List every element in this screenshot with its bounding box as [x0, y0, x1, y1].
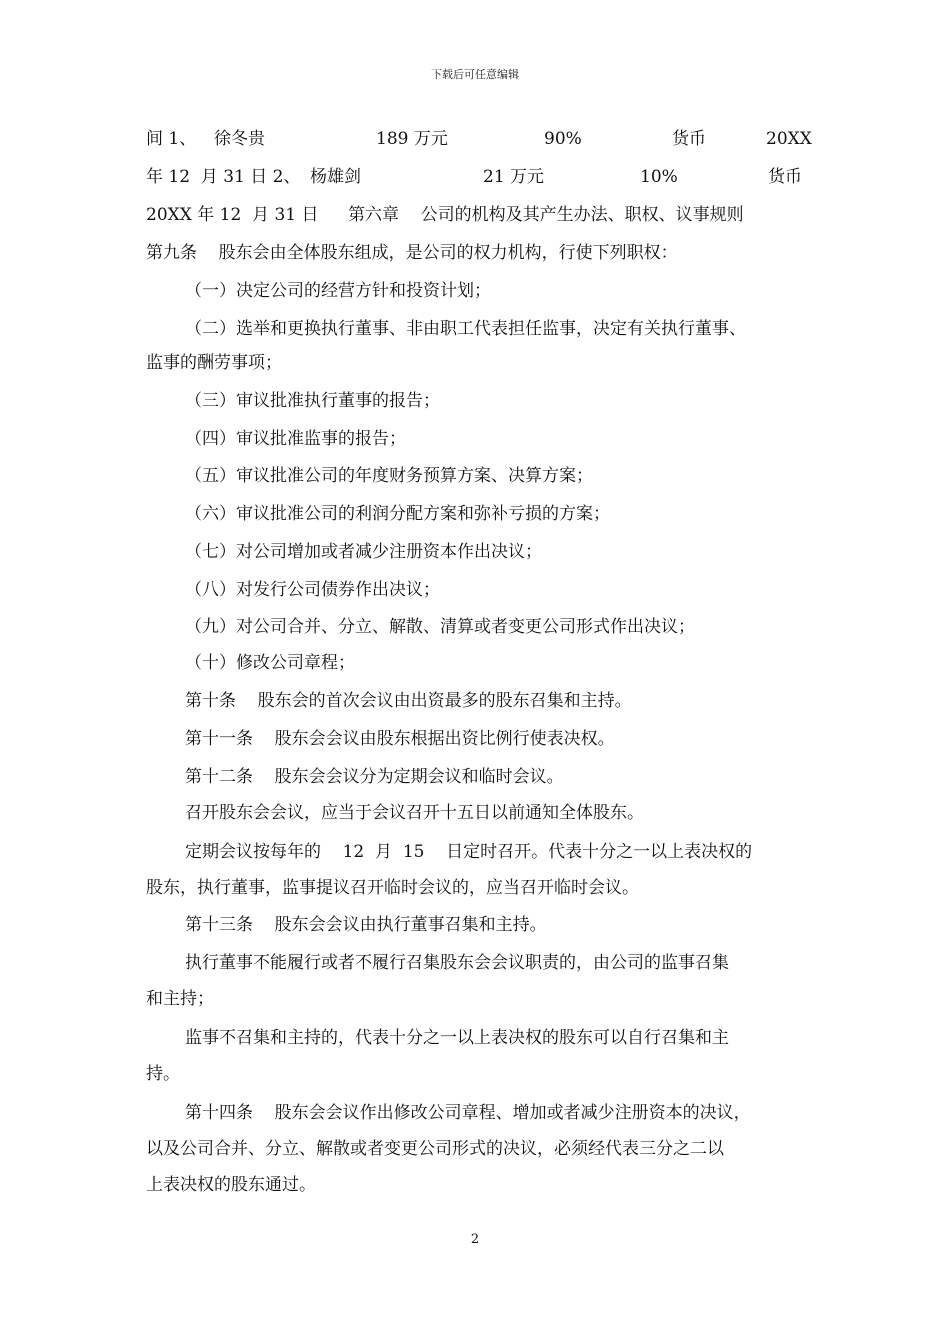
article-text: 第十条 股东会的首次会议由出资最多的股东召集和主持。 [185, 691, 632, 711]
list-item: （二）选举和更换执行董事、非由职工代表担任监事，决定有关执行董事、 [185, 319, 746, 339]
table-cell: 货币 [768, 167, 802, 187]
article-text: 执行董事不能履行或者不履行召集股东会会议职责的，由公司的监事召集 [185, 953, 729, 973]
article-text-continued: 股东，执行董事，监事提议召开临时会议的，应当召开临时会议。 [146, 878, 639, 898]
table-cell: 杨雄剑 [310, 167, 361, 187]
table-cell: 90% [544, 129, 582, 149]
list-item: （三）审议批准执行董事的报告； [185, 391, 440, 411]
table-cell: 徐冬贵 [214, 129, 265, 149]
list-item: （七）对公司增加或者减少注册资本作出决议； [185, 542, 542, 562]
page-header: 下载后可任意编辑 [431, 68, 519, 81]
table-cell: 20XX 年 12 月 31 日 [146, 205, 319, 225]
list-item: （八）对发行公司债券作出决议； [185, 580, 440, 600]
article-text: 定期会议按每年的 12 月 15 日定时召开。代表十分之一以上表决权的 [185, 842, 753, 862]
table-cell: 年 12 月 31 日 2、 [146, 167, 301, 187]
article-text-continued: 持。 [146, 1064, 180, 1084]
list-item: （五）审议批准公司的年度财务预算方案、决算方案； [185, 466, 593, 486]
table-cell: 10% [640, 167, 678, 187]
table-cell: 20XX [766, 129, 812, 149]
article-text: 第九条 股东会由全体股东组成，是公司的权力机构，行使下列职权： [146, 243, 678, 263]
article-text: 第十四条 股东会会议作出修改公司章程、增加或者减少注册资本的决议， [185, 1103, 751, 1123]
article-text-continued: 上表决权的股东通过。 [146, 1175, 316, 1195]
article-text-continued: 以及公司合并、分立、解散或者变更公司形式的决议，必须经代表三分之二以 [146, 1139, 724, 1159]
article-text: 召开股东会会议，应当于会议召开十五日以前通知全体股东。 [185, 803, 644, 823]
list-item: （十）修改公司章程； [185, 653, 355, 673]
article-text: 监事不召集和主持的，代表十分之一以上表决权的股东可以自行召集和主 [185, 1028, 729, 1048]
list-item: （九）对公司合并、分立、解散、清算或者变更公司形式作出决议； [185, 617, 695, 637]
table-cell: 21 万元 [483, 167, 545, 187]
list-item: （六）审议批准公司的利润分配方案和弥补亏损的方案； [185, 504, 610, 524]
page-number: 2 [470, 1232, 480, 1247]
article-text: 第十二条 股东会会议分为定期会议和临时会议。 [185, 767, 564, 787]
table-cell: 货币 [672, 129, 706, 149]
chapter-heading: 第六章 公司的机构及其产生办法、职权、议事规则 [348, 205, 744, 225]
article-text-continued: 和主持； [146, 989, 214, 1009]
article-text: 第十一条 股东会会议由股东根据出资比例行使表决权。 [185, 729, 615, 749]
list-item: （四）审议批准监事的报告； [185, 429, 406, 449]
table-cell: 189 万元 [376, 129, 448, 149]
table-cell: 间 1、 [146, 129, 197, 149]
list-item-continued: 监事的酬劳事项； [146, 353, 282, 373]
list-item: （一）决定公司的经营方针和投资计划； [185, 281, 491, 301]
article-text: 第十三条 股东会会议由执行董事召集和主持。 [185, 915, 547, 935]
